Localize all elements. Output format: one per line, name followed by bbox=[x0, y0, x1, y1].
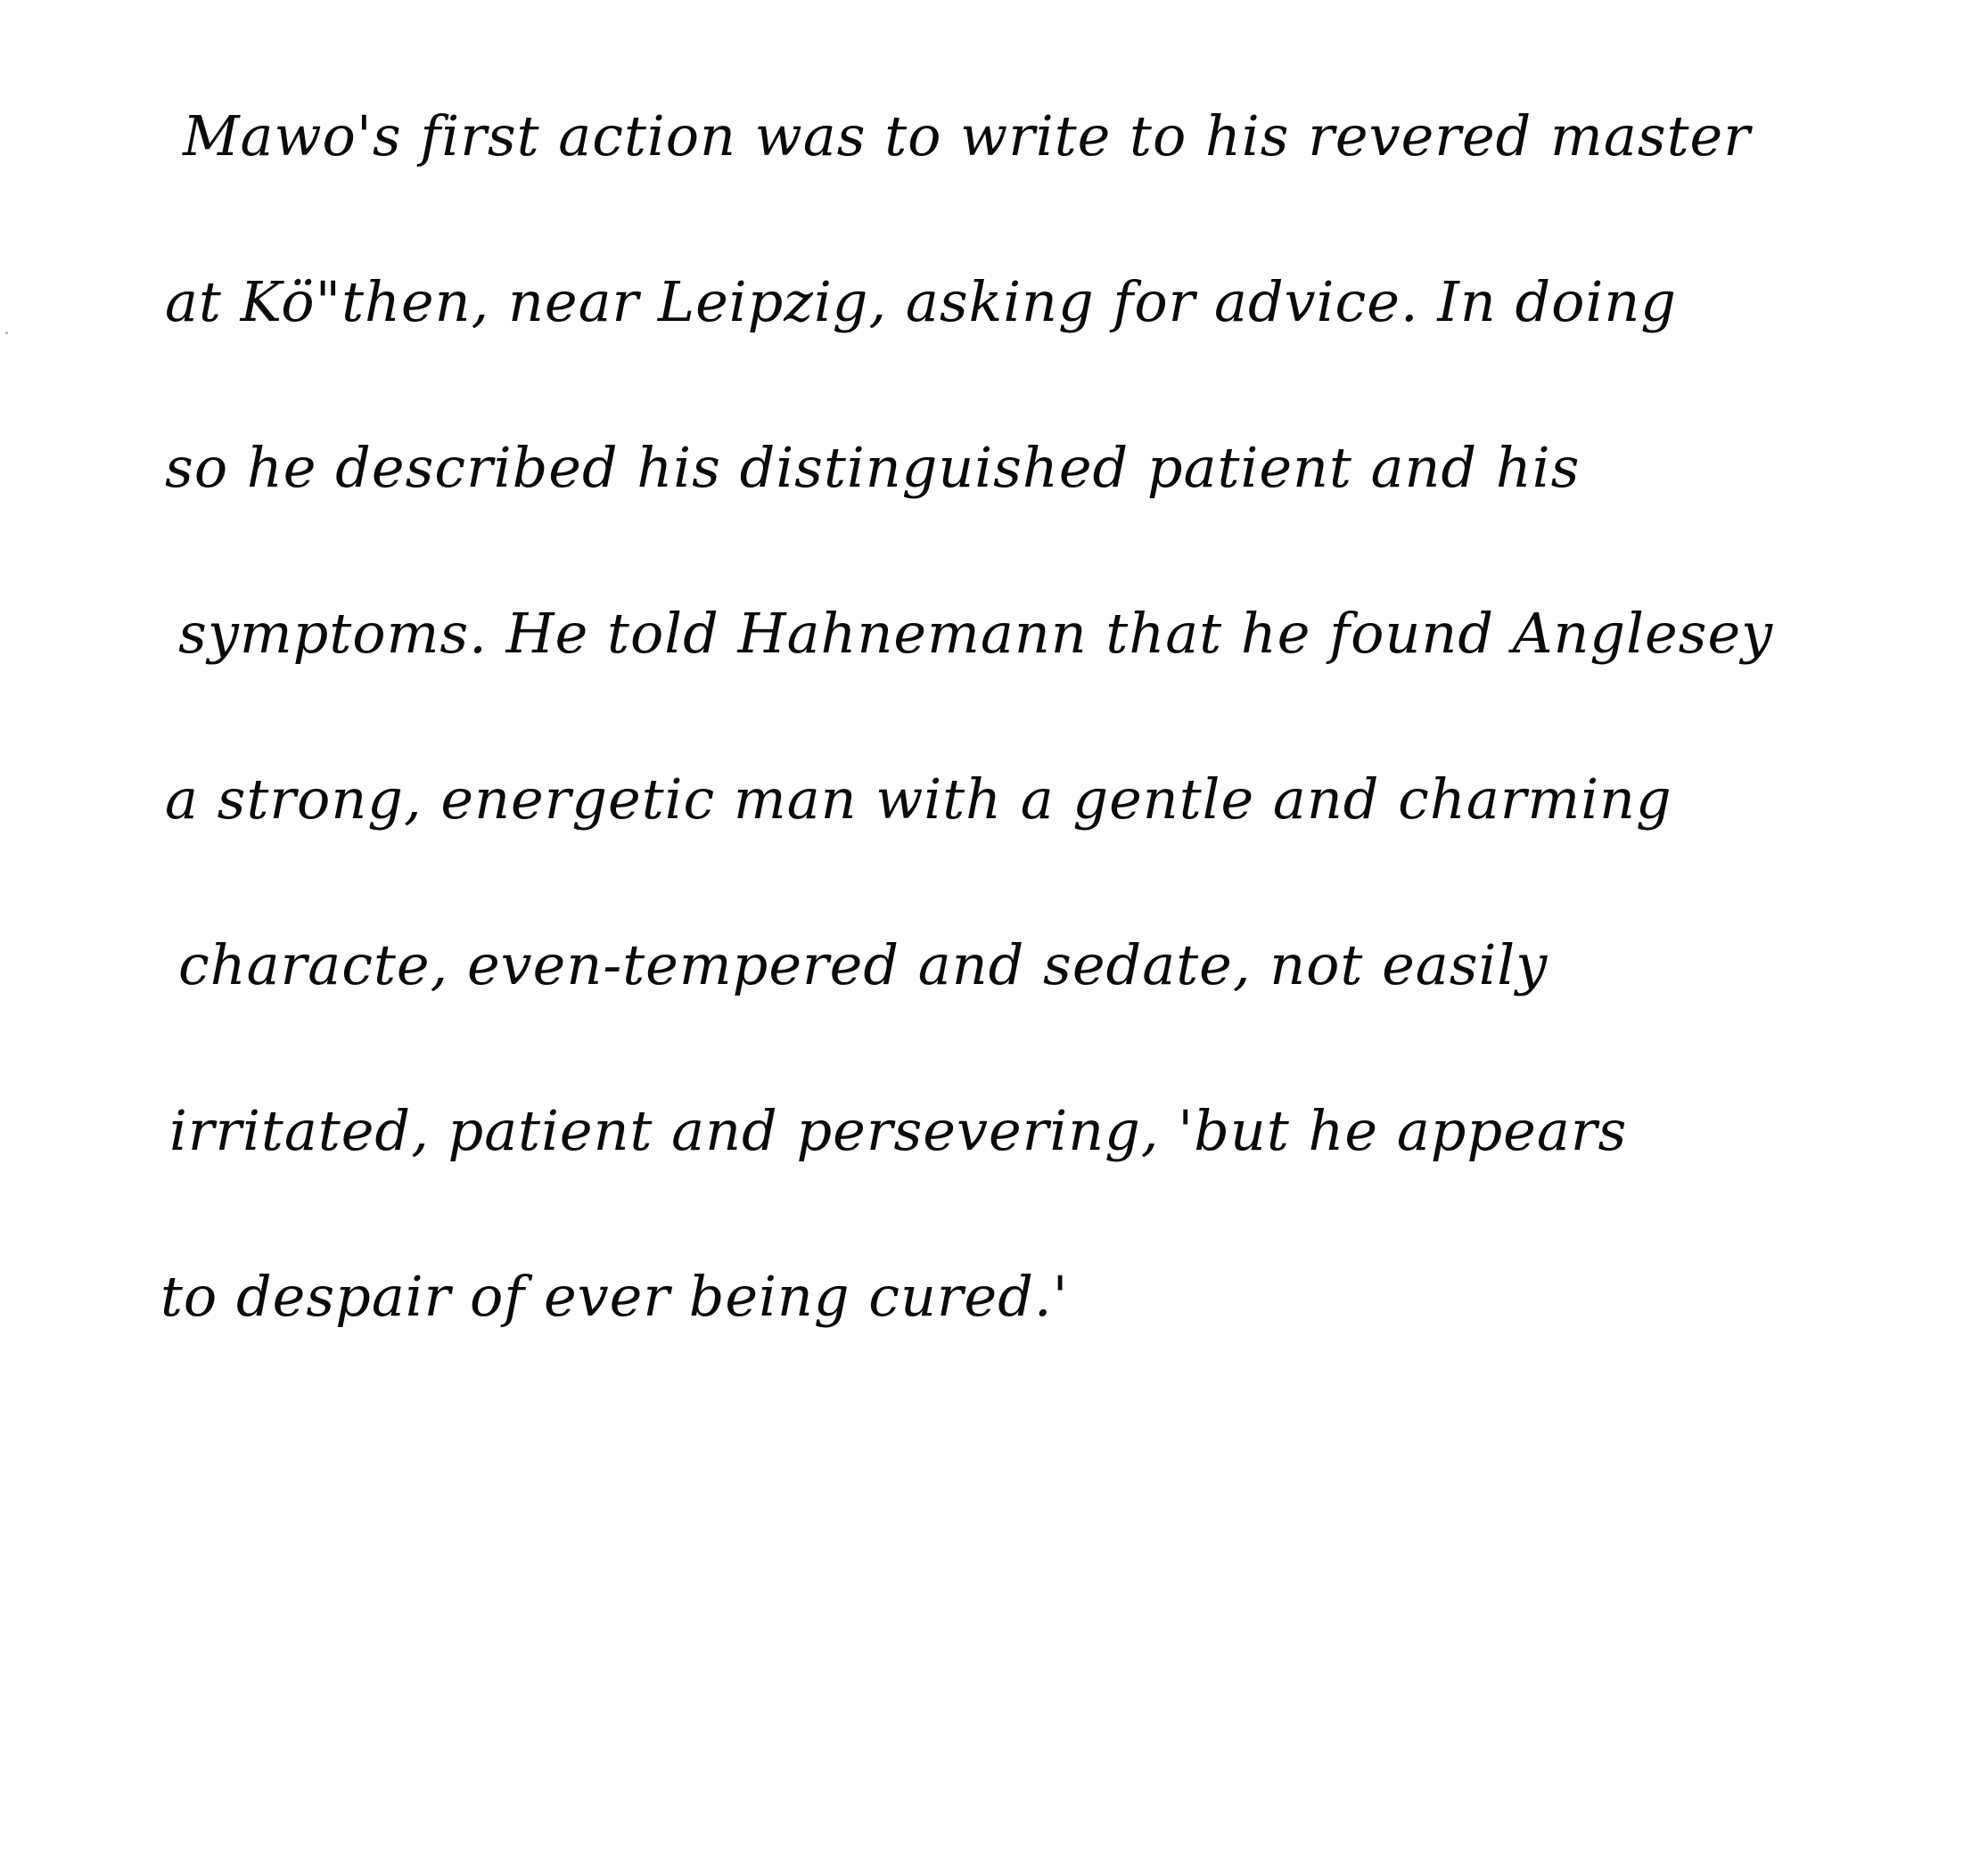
stray-mark bbox=[5, 332, 8, 334]
text-line-7: irritated, patient and persevering, 'but he appears bbox=[169, 1098, 1628, 1163]
text-line-4: symptoms. He told Hahnemann that he found Anglesey bbox=[178, 601, 1774, 666]
text-line-8: to despair of ever being cured.' bbox=[160, 1264, 1069, 1329]
text-line-2: at Kö"then, near Leipzig, asking for advice. In doing bbox=[165, 269, 1677, 334]
text-line-5: a strong, energetic man with a gentle and charming bbox=[165, 767, 1672, 832]
text-line-6: characte, even-tempered and sedate, not easily bbox=[178, 932, 1549, 997]
text-line-1: Mawo's first action was to write to his revered master bbox=[183, 103, 1751, 168]
text-line-3: so he described his distinguished patient and his bbox=[165, 435, 1581, 500]
handwritten-text-block bbox=[156, 53, 1814, 1380]
